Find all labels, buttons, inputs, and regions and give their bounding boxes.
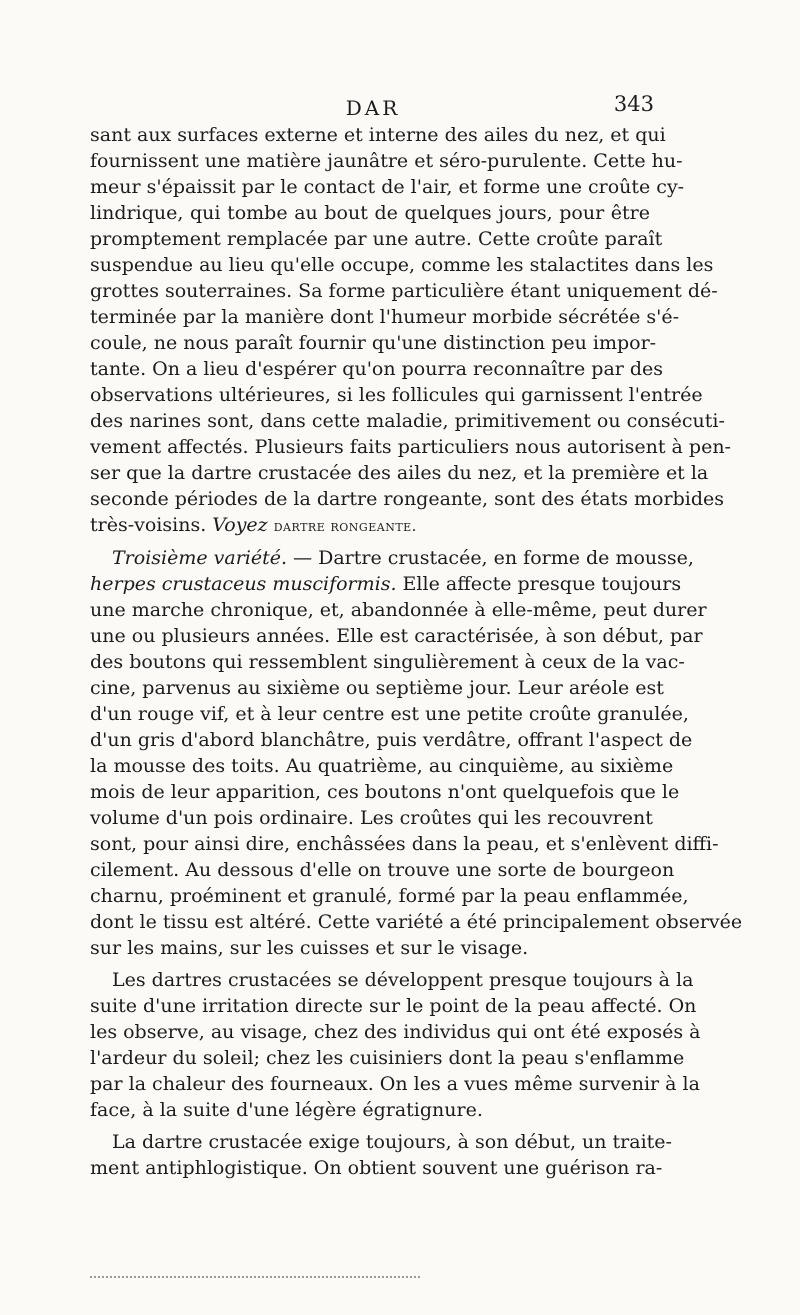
running-title: DAR — [345, 96, 401, 120]
text-line: seconde périodes de la dartre rongeante, sont des états morbides — [90, 488, 724, 510]
cross-reference: dartre rongeante. — [273, 517, 417, 535]
text-line — [90, 545, 694, 571]
text-line: grottes souterraines. Sa forme particulière étant uniquement dé- — [90, 280, 718, 302]
text-line: ment antiphlogistique. On obtient souvent une guérison ra- — [90, 1157, 663, 1179]
text-line: charnu, proéminent et granulé, formé par la peau enflammée, — [90, 885, 689, 907]
text-line: lindrique, qui tombe au bout de quelques jours, pour être — [90, 202, 650, 224]
text-line: tante. On a lieu d'espérer qu'on pourra reconnaître par des — [90, 358, 664, 380]
running-header — [92, 92, 654, 124]
text-line-cross-reference — [90, 512, 650, 539]
latin-name: herpes crustaceus musciformis. — [90, 573, 397, 595]
text-line: volume d'un pois ordinaire. Les croûtes qui les recouvrent — [90, 807, 653, 829]
paragraph-troisieme-variete — [90, 545, 743, 961]
paragraph-traitement — [90, 1129, 672, 1181]
text-line: des boutons qui ressemblent singulièrement à ceux de la vac- — [90, 651, 685, 673]
paragraph-causes — [90, 967, 701, 1123]
text-line: mois de leur apparition, ces boutons n'ont quelquefois que le — [90, 781, 680, 803]
voyez-label: Voyez — [212, 514, 268, 536]
text-fragment: Elle affecte presque toujours — [396, 573, 682, 595]
text-line — [90, 571, 682, 597]
text-line: l'ardeur du soleil; chez les cuisiniers dont la peau s'enflamme — [90, 1047, 685, 1069]
text-line: suspendue au lieu qu'elle occupe, comme les stalactites dans les — [90, 254, 714, 276]
text-line: face, à la suite d'une légère égratignure. — [90, 1099, 483, 1121]
text-line: terminée par la manière dont l'humeur morbide sécrétée s'é- — [90, 306, 680, 328]
text-line: une marche chronique, et, abandonnée à elle-même, peut durer — [90, 599, 707, 621]
text-line: promptement remplacée par une autre. Cette croûte paraît — [90, 228, 663, 250]
text-line: d'un rouge vif, et à leur centre est une petite croûte granulée, — [90, 703, 689, 725]
text-line: les observe, au visage, chez des individus qui ont été exposés à — [90, 1021, 701, 1043]
text-line: sur les mains, sur les cuisses et sur le visage. — [90, 937, 529, 959]
text-line: d'un gris d'abord blanchâtre, puis verdâtre, offrant l'aspect de — [90, 729, 693, 751]
body-text — [90, 122, 743, 1181]
text-line: une ou plusieurs années. Elle est caractérisée, à son début, par — [90, 625, 703, 647]
paragraph-continuation — [90, 122, 731, 539]
line-prefix: très-voisins. — [90, 514, 213, 536]
text-line: vement affectés. Plusieurs faits particuliers nous autorisent à pen- — [90, 436, 731, 458]
text-line: des narines sont, dans cette maladie, primitivement ou consécuti- — [90, 410, 725, 432]
text-fragment: — Dartre crustacée, en forme de mousse, — [287, 547, 694, 569]
page-number: 343 — [613, 92, 654, 116]
text-line: cine, parvenus au sixième ou septième jour. Leur aréole est — [90, 677, 664, 699]
text-line: sant aux surfaces externe et interne des ailes du nez, et qui — [90, 124, 666, 146]
text-line: dont le tissu est altéré. Cette variété a été principalement observée — [90, 911, 743, 933]
text-line: par la chaleur des fourneaux. On les a vues même survenir à la — [90, 1073, 700, 1095]
text-line: sont, pour ainsi dire, enchâssées dans la peau, et s'enlèvent diffi- — [90, 833, 719, 855]
text-line: La dartre crustacée exige toujours, à son début, un traite- — [112, 1131, 672, 1153]
text-line: ser que la dartre crustacée des ailes du nez, et la première et la — [90, 462, 709, 484]
text-line: la mousse des toits. Au quatrième, au cinquième, au sixième — [90, 755, 674, 777]
text-line: fournissent une matière jaunâtre et séro-purulente. Cette hu- — [90, 150, 683, 172]
text-line: meur s'épaissit par le contact de l'air, et forme une croûte cy- — [90, 176, 685, 198]
text-line: cilement. Au dessous d'elle on trouve une sorte de bourgeon — [90, 859, 675, 881]
text-line: suite d'une irritation directe sur le point de la peau affecté. On — [90, 995, 697, 1017]
section-heading: Troisième variété. — [112, 547, 288, 569]
text-line: observations ultérieures, si les follicules qui garnissent l'entrée — [90, 384, 703, 406]
text-line: coule, ne nous paraît fournir qu'une distinction peu impor- — [90, 332, 657, 354]
bleed-through-marks — [90, 1276, 420, 1278]
text-line: Les dartres crustacées se développent presque toujours à la — [112, 969, 694, 991]
